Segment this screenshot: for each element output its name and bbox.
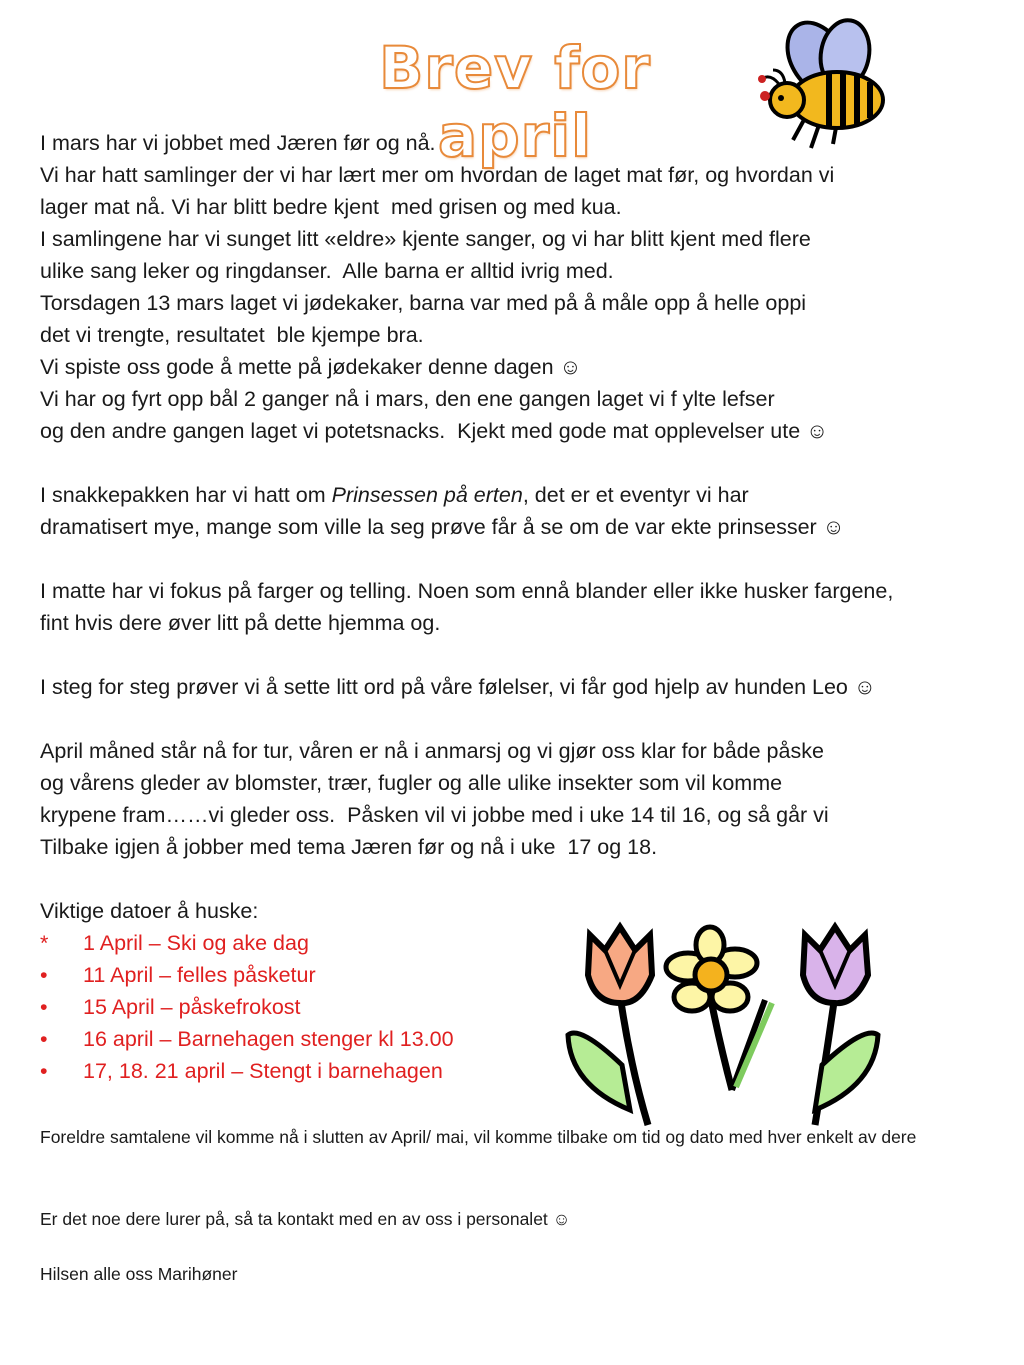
dates-heading: Viktige datoer å huske:: [40, 899, 259, 923]
story-title: Prinsessen på erten: [331, 483, 523, 507]
footer-samtale: Foreldre samtalene vil komme nå i slutten av April/ mai, vil komme tilbake om tid og dato med hver enkelt av dere: [40, 1127, 917, 1147]
footer-kontakt: Er det noe dere lurer på, så ta kontakt med en av oss i personalet ☺: [40, 1209, 571, 1229]
date-item: • 11 April – felles påsketur: [40, 963, 316, 987]
date-item: * 1 April – Ski og ake dag: [40, 931, 309, 955]
april-line: krypene fram……vi gleder oss. Påsken vil vi jobbe med i uke 14 til 16, og så går vi: [40, 803, 829, 827]
snakkepakken-paragraph: I snakkepakken har vi hatt om Prinsessen på erten, det er et eventyr vi har: [40, 483, 749, 507]
intro-line: Vi har hatt samlinger der vi har lært mer om hvordan de laget mat før, og hvordan vi: [40, 163, 835, 187]
steg-paragraph: I steg for steg prøver vi å sette litt ord på våre følelser, vi får god hjelp av hunden Leo ☺: [40, 675, 876, 699]
intro-line: I mars har vi jobbet med Jæren før og nå.: [40, 131, 436, 155]
intro-line: Vi har og fyrt opp bål 2 ganger nå i mars, den ene gangen laget vi f ylte lefser: [40, 387, 775, 411]
footer-hilsen: Hilsen alle oss Marihøner: [40, 1264, 238, 1284]
date-item: • 16 april – Barnehagen stenger kl 13.00: [40, 1027, 454, 1051]
matte-line: fint hvis dere øver litt på dette hjemma og.: [40, 611, 441, 635]
april-line: og vårens gleder av blomster, trær, fugler og alle ulike insekter som vil komme: [40, 771, 783, 795]
matte-line: I matte har vi fokus på farger og telling. Noen som ennå blander eller ikke husker fargene,: [40, 579, 894, 603]
intro-line: ulike sang leker og ringdanser. Alle barna er alltid ivrig med.: [40, 259, 614, 283]
april-line: Tilbake igjen å jobber med tema Jæren før og nå i uke 17 og 18.: [40, 835, 658, 859]
intro-line: det vi trengte, resultatet ble kjempe bra.: [40, 323, 424, 347]
date-item: • 17, 18. 21 april – Stengt i barnehagen: [40, 1059, 443, 1083]
intro-line: Vi spiste oss gode å mette på jødekaker denne dagen ☺: [40, 355, 582, 379]
snakkepakken-line: dramatisert mye, mange som ville la seg prøve får å se om de var ekte prinsesser ☺: [40, 515, 845, 539]
date-item: • 15 April – påskefrokost: [40, 995, 301, 1019]
intro-line: lager mat nå. Vi har blitt bedre kjent med grisen og med kua.: [40, 195, 622, 219]
letter-title: Brev for april: [379, 34, 651, 170]
april-line: April måned står nå for tur, våren er nå i anmarsj og vi gjør oss klar for både påske: [40, 739, 824, 763]
intro-line: og den andre gangen laget vi potetsnacks. Kjekt med gode mat opplevelser ute ☺: [40, 419, 829, 443]
intro-line: I samlingene har vi sunget litt «eldre» kjente sanger, og vi har blitt kjent med flere: [40, 227, 811, 251]
flowers-icon: [560, 915, 890, 1130]
intro-line: Torsdagen 13 mars laget vi jødekaker, barna var med på å måle opp å helle oppi: [40, 291, 807, 315]
